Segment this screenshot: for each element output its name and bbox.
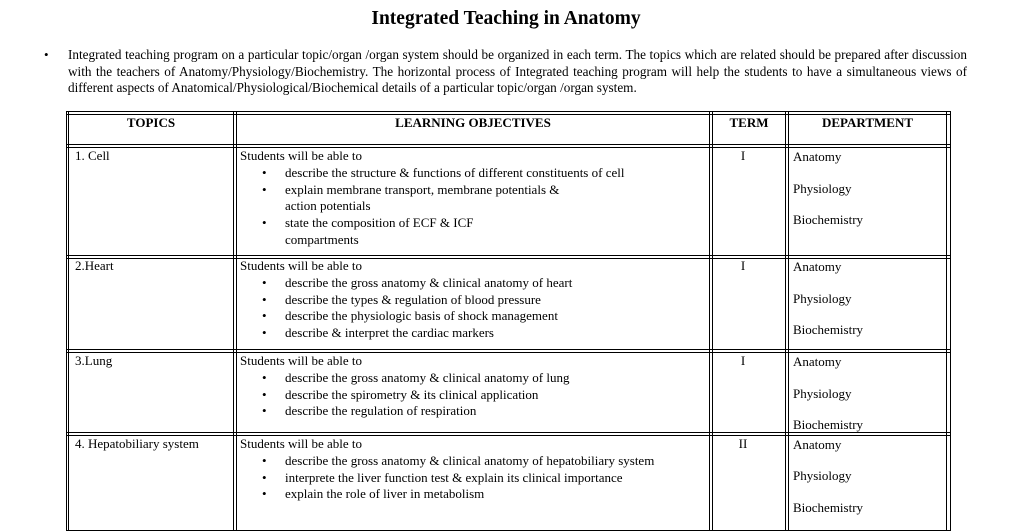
objective-item: • describe the gross anatomy & clinical anatomy of hepatobiliary system [240, 453, 705, 470]
topic-cell: 3.Lung [75, 353, 113, 368]
column-divider [709, 111, 710, 531]
header-learning-objectives: LEARNING OBJECTIVES [395, 115, 551, 130]
column-divider [236, 111, 237, 531]
objective-item: • state the composition of ECF & ICF compartments [240, 215, 495, 249]
objective-item: • describe the gross anatomy & clinical anatomy of lung [240, 370, 705, 387]
table-border [68, 111, 69, 531]
table-border [946, 111, 947, 531]
objectives-cell [240, 258, 705, 342]
department-physiology: Physiology [793, 181, 852, 196]
objective-item: • describe the physiologic basis of shock management [240, 308, 705, 325]
objectives-list [240, 370, 705, 420]
objective-item: • describe the types & regulation of blood pressure [240, 292, 705, 309]
objective-item: • describe & interpret the cardiac markers [240, 325, 705, 342]
department-anatomy: Anatomy [793, 354, 842, 369]
objective-item: • describe the gross anatomy & clinical anatomy of heart [240, 275, 705, 292]
term-cell: I [740, 258, 746, 273]
objectives-cell [240, 353, 705, 420]
department-anatomy: Anatomy [793, 437, 842, 452]
objective-item: • interprete the liver function test & explain its clinical importance [240, 470, 705, 487]
intro-paragraph: Integrated teaching program on a particular topic/organ /organ system should be organized in each term. The topics which are related should be prepared after discussion with the teachers of Anatomy/Physiology/Biochemistry. The horizontal process of Integrated teaching program will help the students to have a simultaneous views of different aspects of Anatomical/Physiological/Biochemical details of a particular topic/organ /organ system. [68, 47, 967, 95]
department-physiology: Physiology [793, 386, 852, 401]
objective-item: • explain membrane transport, membrane potentials & action potentials [240, 182, 585, 216]
objective-item: • describe the regulation of respiration [240, 403, 705, 420]
objectives-list [240, 275, 705, 342]
page-title: Integrated Teaching in Anatomy [371, 8, 641, 29]
term-cell: I [740, 353, 746, 368]
objectives-cell [240, 436, 705, 503]
term-cell: II [738, 436, 748, 451]
table-border [950, 111, 951, 531]
header-topics: TOPICS [126, 115, 176, 130]
row-divider [66, 111, 951, 112]
department-anatomy: Anatomy [793, 259, 842, 274]
topic-cell: 1. Cell [75, 148, 110, 163]
objectives-lead: Students will be able to [240, 353, 363, 368]
objectives-lead: Students will be able to [240, 258, 363, 273]
header-department: DEPARTMENT [821, 115, 914, 130]
topic-cell: 4. Hepatobiliary system [75, 436, 199, 451]
objectives-lead: Students will be able to [240, 436, 363, 451]
objective-item: • describe the structure & functions of different constituents of cell [240, 165, 705, 182]
objectives-list [240, 165, 705, 249]
row-divider [66, 144, 951, 145]
department-physiology: Physiology [793, 291, 852, 306]
column-divider [233, 111, 234, 531]
row-divider [66, 349, 951, 350]
column-divider [788, 111, 789, 531]
objectives-list [240, 453, 705, 503]
topic-cell: 2.Heart [75, 258, 114, 273]
department-biochemistry: Biochemistry [793, 212, 864, 227]
column-divider [712, 111, 713, 531]
header-term: TERM [729, 115, 769, 130]
department-physiology: Physiology [793, 468, 852, 483]
intro-bullet-icon: • [44, 47, 49, 62]
department-anatomy: Anatomy [793, 149, 842, 164]
department-biochemistry: Biochemistry [793, 417, 864, 432]
term-cell: I [740, 148, 746, 163]
department-biochemistry: Biochemistry [793, 500, 864, 515]
objectives-lead: Students will be able to [240, 148, 363, 163]
column-divider [785, 111, 786, 531]
department-biochemistry: Biochemistry [793, 322, 864, 337]
objective-item: • explain the role of liver in metabolism [240, 486, 705, 503]
row-divider [66, 255, 951, 256]
objective-item: • describe the spirometry & its clinical application [240, 387, 705, 404]
objectives-cell [240, 148, 705, 249]
